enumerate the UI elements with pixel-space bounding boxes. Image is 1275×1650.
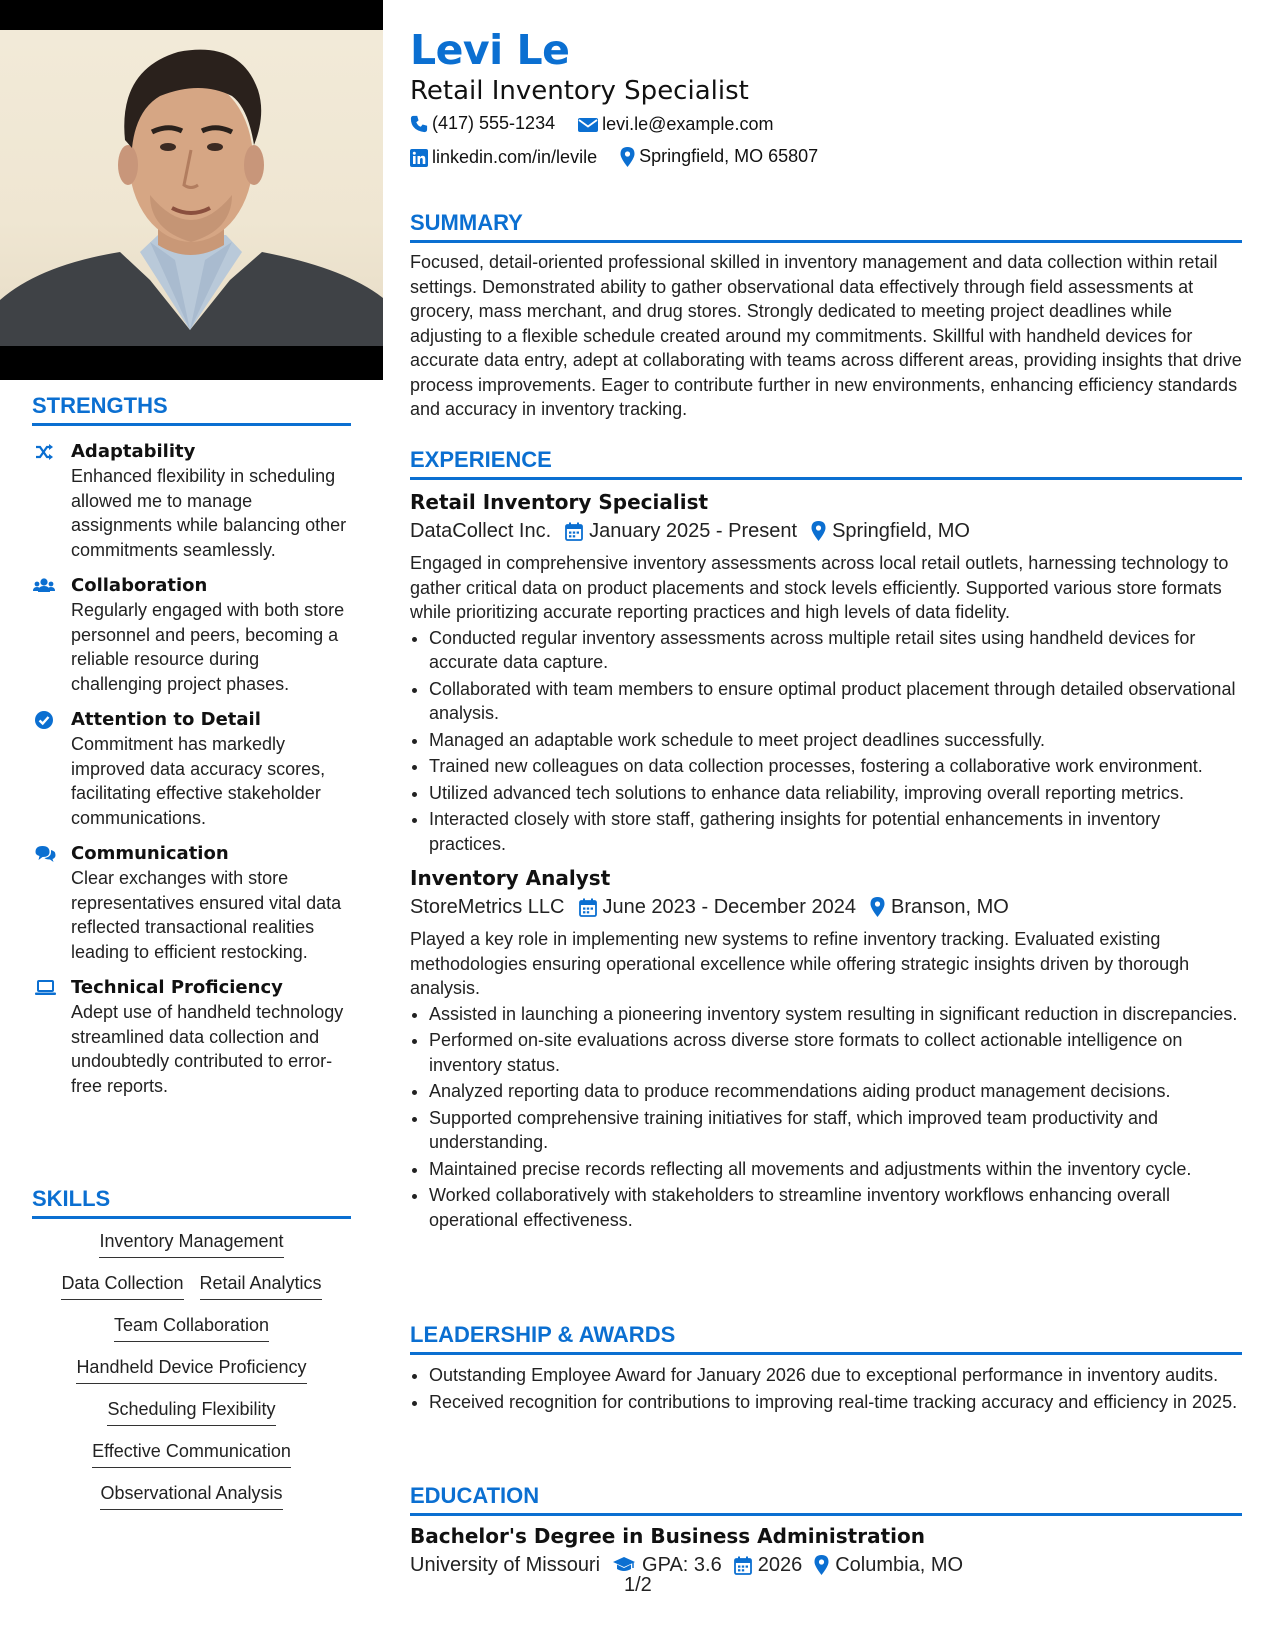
strength-item	[32, 574, 351, 696]
summary-text: Focused, detail-oriented professional skilled in inventory management and data collection within retail settings. Demonstrated ability to gather observational data effectively through field assessments at grocery, mass merchant, and drug stores. Strongly dedicated to meeting project deadlines while adjusting to a flexible schedule created around my commitments. Skillful with handheld devices for accurate data entry, adept at collaborating with teams across different areas, providing insights that drive process improvements. Eager to contribute further in new environments, enhancing efficiency standards and accuracy in inventory tracking.	[410, 252, 1242, 419]
strength-item	[32, 708, 351, 830]
job-bullet: • Conducted regular inventory assessments across multiple retail sites using handheld devices for accurate data capture.	[429, 626, 1242, 675]
job-bullet: • Analyzed reporting data to produce recommendations aiding product management decisions.	[429, 1079, 1242, 1104]
linkedin-contact[interactable]	[410, 147, 597, 168]
skill-tag: Effective Communication	[92, 1439, 291, 1468]
strength-desc: Clear exchanges with store representatives ensured vital data reflected transactional realities leading to efficient restocking.	[71, 868, 342, 962]
job-title: Retail Inventory Specialist	[410, 490, 709, 514]
skill-tag: Team Collaboration	[114, 1313, 269, 1342]
job-bullets	[410, 626, 1242, 857]
skill-tag: Data Collection	[61, 1271, 183, 1300]
job-bullet: • Performed on-site evaluations across diverse store formats to collect actionable intelligence on inventory status.	[429, 1028, 1242, 1077]
candidate-name: Levi Le	[410, 26, 570, 74]
job-location: Springfield, MO	[832, 520, 970, 542]
job-dates: June 2023 - December 2024	[602, 896, 856, 918]
job-bullet: • Interacted closely with store staff, gathering insights for potential enhancements in inventory practices.	[429, 807, 1242, 856]
strengths-heading: STRENGTHS	[32, 393, 351, 426]
left-column	[0, 0, 383, 1650]
awards-list	[410, 1363, 1242, 1414]
contact-row-1	[410, 113, 791, 138]
calendar-icon	[565, 522, 583, 541]
phone-text: (417) 555-1234	[432, 113, 556, 133]
job-title: Inventory Analyst	[410, 866, 611, 890]
job-bullet: • Utilized advanced tech solutions to enhance data reliability, improving overall reporting metrics.	[429, 781, 1242, 806]
shuffle-icon	[34, 442, 54, 462]
map-pin-icon	[620, 147, 635, 167]
skill-tag: Retail Analytics	[200, 1271, 322, 1300]
strength-item	[32, 976, 351, 1098]
gpa: GPA: 3.6	[642, 1554, 722, 1576]
check-circle-icon	[34, 710, 54, 730]
graduation-cap-icon	[612, 1556, 636, 1574]
strength-desc: Adept use of handheld technology streamlined data collection and undoubtedly contributed to error-free reports.	[71, 1002, 344, 1096]
envelope-icon	[578, 117, 598, 133]
calendar-icon	[579, 898, 597, 917]
phone-contact[interactable]	[410, 113, 555, 134]
strength-title: Attention to Detail	[71, 709, 261, 730]
phone-icon	[410, 115, 428, 133]
skills-section	[32, 1186, 351, 1523]
comments-icon	[34, 844, 57, 864]
school-name: University of Missouri	[410, 1554, 601, 1576]
skills-list	[32, 1229, 351, 1510]
strength-title: Adaptability	[71, 441, 196, 462]
contact-row-2	[410, 146, 836, 172]
linkedin-icon	[410, 149, 428, 167]
skill-tag: Handheld Device Proficiency	[76, 1355, 306, 1384]
school-location: Columbia, MO	[835, 1554, 964, 1576]
education-heading: EDUCATION	[410, 1483, 1242, 1516]
job-bullet: • Worked collaboratively with stakeholders to streamline inventory workflows enhancing overall operational effectiveness.	[429, 1183, 1242, 1232]
job-company: DataCollect Inc.	[410, 520, 552, 542]
portrait	[0, 30, 383, 346]
job-bullet: • Collaborated with team members to ensure optimal product placement through detailed observational analysis.	[429, 677, 1242, 726]
experience-section	[410, 447, 1242, 1234]
map-pin-icon	[814, 1555, 829, 1575]
job-dates: January 2025 - Present	[589, 520, 798, 542]
strength-title: Technical Proficiency	[71, 977, 283, 998]
job-company: StoreMetrics LLC	[410, 896, 565, 918]
award-item: • Received recognition for contributions to improving real-time tracking accuracy and efficiency in 2025.	[429, 1390, 1242, 1415]
location-contact	[620, 146, 818, 167]
email-text: levi.le@example.com	[602, 114, 774, 134]
strength-item	[32, 842, 351, 964]
email-contact[interactable]	[578, 114, 773, 135]
strength-desc: Regularly engaged with both store personnel and peers, becoming a reliable resource during challenging project phases.	[71, 600, 345, 694]
strength-title: Collaboration	[71, 575, 208, 596]
job-bullet: • Assisted in launching a pioneering inventory system resulting in significant reduction in discrepancies.	[429, 1002, 1242, 1027]
summary-heading: SUMMARY	[410, 210, 1242, 243]
skill-tag: Scheduling Flexibility	[107, 1397, 275, 1426]
profile-photo	[0, 0, 383, 380]
job-meta	[410, 892, 1242, 922]
strengths-section	[32, 393, 351, 1098]
awards-section	[410, 1322, 1242, 1416]
job-description: Engaged in comprehensive inventory assessments across local retail outlets, harnessing technology to gather critical data on product placements and stock levels efficiently. Supported various store formats while prioritizing accurate reporting practices and high levels of data fidelity.	[410, 553, 1229, 622]
job-bullet: • Managed an adaptable work schedule to meet project deadlines successfully.	[429, 728, 1242, 753]
linkedin-text: linkedin.com/in/levile	[432, 147, 598, 167]
location-text: Springfield, MO 65807	[639, 146, 819, 166]
education-meta	[410, 1550, 1242, 1580]
degree-title: Bachelor's Degree in Business Administration	[410, 1524, 925, 1548]
award-item: • Outstanding Employee Award for January 2026 due to exceptional performance in inventory audits.	[429, 1363, 1242, 1388]
job-description: Played a key role in implementing new systems to refine inventory tracking. Evaluated existing methodologies ensuring operational excellence while offering strategic insights driven by thorough analysis.	[410, 929, 1190, 998]
job-bullet: • Maintained precise records reflecting all movements and adjustments within the inventory cycle.	[429, 1157, 1242, 1182]
job-meta	[410, 516, 1242, 546]
strength-item	[32, 440, 351, 562]
job-bullets	[410, 1002, 1242, 1233]
awards-heading: LEADERSHIP & AWARDS	[410, 1322, 1242, 1355]
map-pin-icon	[811, 521, 826, 541]
calendar-icon	[734, 1556, 752, 1575]
summary-section	[410, 210, 1242, 422]
strength-title: Communication	[71, 843, 229, 864]
strength-desc: Commitment has markedly improved data accuracy scores, facilitating effective stakeholder communications.	[71, 734, 326, 828]
job-entry	[410, 488, 1242, 856]
skill-tag: Inventory Management	[99, 1229, 283, 1258]
skill-tag: Observational Analysis	[100, 1481, 282, 1510]
strength-desc: Enhanced flexibility in scheduling allowed me to manage assignments while balancing other commitments seamlessly.	[71, 466, 347, 560]
candidate-title: Retail Inventory Specialist	[410, 76, 749, 106]
users-icon	[32, 576, 56, 596]
job-bullet: • Supported comprehensive training initiatives for staff, which improved team productivity and understanding.	[429, 1106, 1242, 1155]
portrait-illustration	[0, 30, 383, 346]
experience-heading: EXPERIENCE	[410, 447, 1242, 480]
page-number: 1/2	[624, 1574, 652, 1596]
education-section	[410, 1483, 1242, 1580]
laptop-icon	[34, 978, 57, 998]
map-pin-icon	[870, 897, 885, 917]
job-bullet: • Trained new colleagues on data collection processes, fostering a collaborative work environment.	[429, 754, 1242, 779]
graduation-year: 2026	[757, 1554, 803, 1576]
job-entry	[410, 864, 1242, 1232]
job-location: Branson, MO	[891, 896, 1009, 918]
skills-heading: SKILLS	[32, 1186, 351, 1219]
